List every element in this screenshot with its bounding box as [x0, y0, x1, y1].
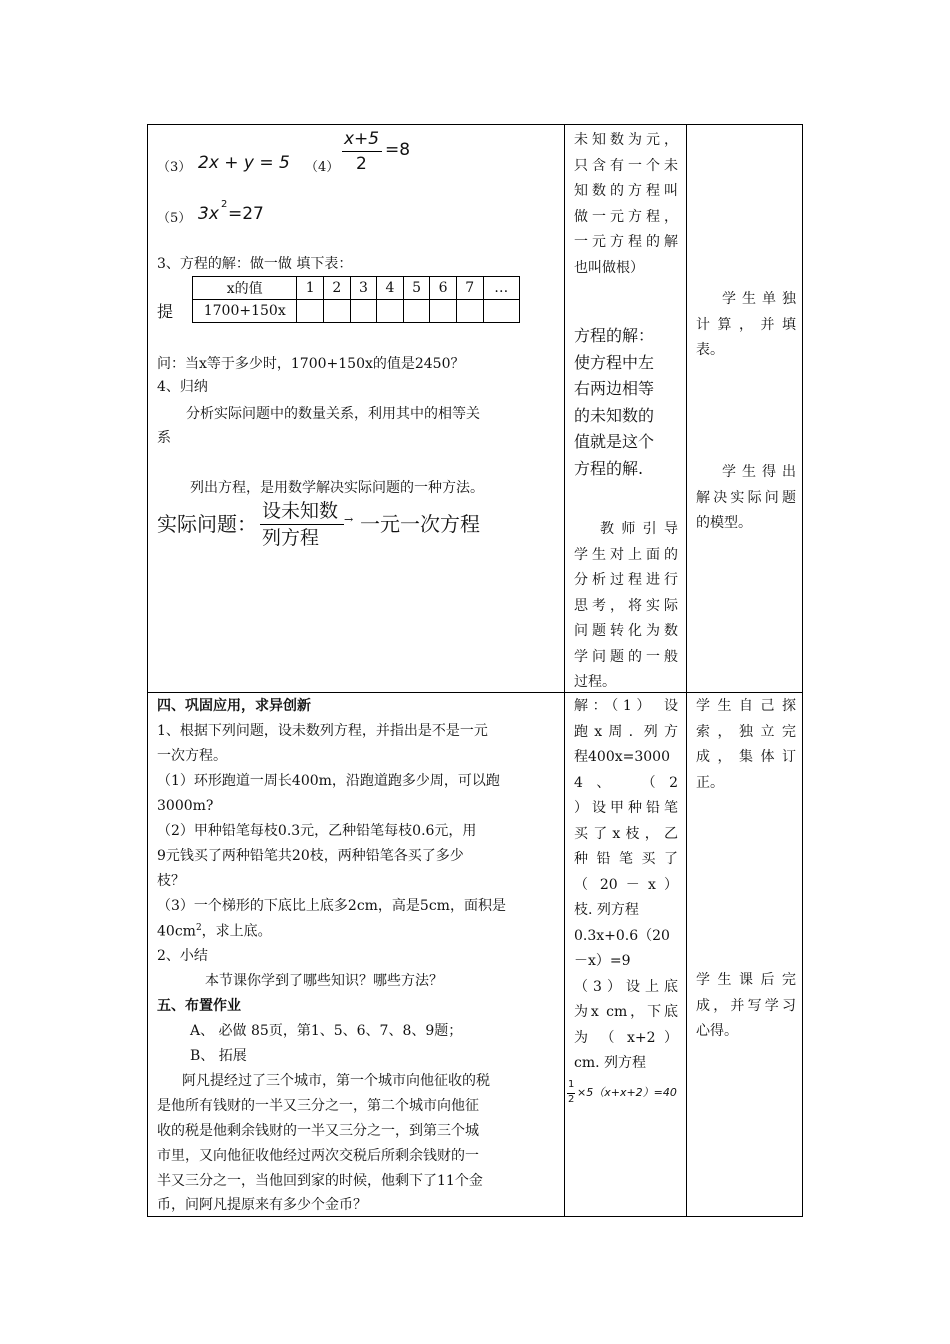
story-line-5: 半又三分之一，当他回到家的时候，他剩下了11个金 — [157, 1173, 483, 1189]
student-calc-line: 计算，并填 — [696, 316, 796, 333]
q1-3-line-b — [157, 923, 272, 940]
table-col-divider-1 — [564, 124, 565, 1217]
section4-title: 四、巩固应用，求异创新 — [157, 698, 311, 714]
definition-line: 一元方程的解 — [574, 234, 678, 250]
story-line-3: 收的税是他剩余钱财的一半又三分之一，到第三个城 — [157, 1123, 479, 1139]
story-line-1: 阿凡提经过了三个城市，第一个城市向他征收的税 — [182, 1073, 490, 1089]
table-row-divider — [147, 692, 803, 693]
eq5: 3x — [198, 204, 219, 224]
ti-character: 提 — [157, 302, 174, 321]
value-table-header-cell: 4 — [377, 277, 404, 300]
table-right-border — [802, 124, 803, 1217]
value-table-header-cell: 5 — [403, 277, 430, 300]
definition-line: 知数的方程叫 — [574, 183, 678, 199]
self-explore-note — [696, 694, 796, 796]
eq4-numerator: x+5 — [344, 129, 380, 149]
value-table-empty-cell — [483, 300, 520, 323]
q1-2-line-b: 9元钱买了两种铅笔共20枝，两种铅笔各买了多少 — [157, 848, 464, 864]
solution-line: 枝. 列方程 — [574, 902, 639, 918]
value-table-header-cell: x的值 — [193, 277, 297, 300]
solution-def-line: 使方程中左 — [574, 352, 655, 372]
eq3-label: （3） — [157, 160, 192, 175]
question-text: 问：当x等于多少时，1700+150x的值是2450？ — [157, 356, 465, 372]
eq4-rhs: =8 — [385, 140, 411, 160]
teacher-guide-line: 学问题的一般 — [574, 648, 678, 665]
self-explore-line: 正。 — [696, 774, 724, 791]
flow-top-label: 设未知数 — [262, 500, 339, 522]
definition-line: 只含有一个未 — [574, 157, 678, 174]
solution-line: 买了x枝，乙 — [574, 825, 678, 842]
teacher-guide-line: 教师引导 — [600, 521, 678, 537]
solution-def-line: 的未知数的 — [574, 405, 655, 425]
solution-definition — [574, 323, 686, 482]
eq4-label: （4） — [305, 160, 340, 175]
student-model-line: 解决实际问题 — [696, 489, 796, 506]
q1-3-ending: ，求上底。 — [201, 923, 272, 940]
solution-def-line: 方程的解. — [574, 458, 644, 478]
homework-a: A、 必做 85页，第1、5、6、7、8、9题； — [190, 1023, 463, 1039]
table-top-border — [147, 124, 803, 125]
table-col-divider-2 — [686, 124, 687, 1217]
after-class-line: 成，并写学习 — [696, 997, 796, 1014]
method-line: 列出方程，是用数学解决实际问题的一种方法。 — [190, 480, 484, 496]
value-table-header-cell: 3 — [350, 277, 377, 300]
student-calc-note — [696, 287, 796, 364]
teacher-guide-line: 问题转化为数 — [574, 623, 678, 639]
summary-line-1: 分析实际问题中的数量关系，利用其中的相等关 — [186, 406, 480, 422]
student-model-line: 学生得出 — [722, 464, 796, 480]
flow-start: 实际问题： — [157, 512, 257, 536]
trapezoid-eq-denominator: 2 — [568, 1094, 575, 1105]
section5-title: 五、布置作业 — [157, 998, 241, 1014]
story-line-2: 是他所有钱财的一半又三分之一，第二个城市向他征 — [157, 1098, 479, 1114]
story-line-4: 市里，又向他征收他经过两次交税后所剩余钱财的一 — [157, 1148, 479, 1164]
story-line-6: 币，问阿凡提原来有多少个金币？ — [157, 1197, 367, 1213]
item4-heading: 4、归纳 — [157, 379, 208, 395]
area-value: 40cm — [157, 923, 196, 940]
solution-line: 种铅笔买了 — [574, 851, 678, 867]
value-table-empty-cell — [456, 300, 483, 323]
flow-divider-bar — [260, 524, 344, 525]
self-explore-line: 学生自己探 — [696, 698, 796, 714]
self-explore-line: 索，独立完 — [696, 723, 796, 740]
solution-line: 为x cm，下底 — [574, 1004, 678, 1020]
q1-2-line-c: 枝？ — [157, 873, 185, 889]
solution-def-line: 右两边相等 — [574, 379, 655, 398]
value-table-row-label: 1700+150x — [193, 300, 297, 323]
value-table-data-row — [193, 300, 520, 323]
solution-line: cm. 列方程 — [574, 1055, 647, 1071]
value-table — [192, 276, 520, 323]
teacher-guide-line: 思考，将实际 — [574, 597, 678, 614]
definition-line: 未知数为元， — [574, 132, 678, 148]
student-calc-line: 学生单独 — [722, 291, 796, 307]
item2-heading: 2、小结 — [157, 948, 208, 964]
teacher-guide — [574, 517, 678, 696]
value-table-header-cell: 1 — [297, 277, 324, 300]
solution-line: （3）设上底 — [574, 978, 678, 995]
definition-note — [574, 128, 678, 281]
table-left-border — [147, 124, 148, 1217]
solution-line: ）设甲种铅笔 — [574, 800, 678, 816]
value-table-empty-cell — [403, 300, 430, 323]
solution-line: 0.3x+0.6（20 — [574, 927, 670, 944]
solution-line: －x）=9 — [574, 953, 631, 969]
q1-2-line-a: （2）甲种铅笔每枝0.3元，乙种铅笔每枝0.6元，用 — [157, 823, 477, 839]
student-calc-line: 表。 — [696, 342, 724, 358]
solution-line: 4、 （2 — [574, 774, 678, 791]
summary-line-2: 系 — [157, 430, 171, 446]
student-model-note — [696, 460, 796, 537]
value-table-header-row — [193, 277, 520, 300]
value-table-header-cell: … — [483, 277, 520, 300]
value-table-empty-cell — [430, 300, 457, 323]
eq5-rhs: =27 — [228, 204, 264, 224]
table-bottom-border — [147, 1216, 803, 1217]
q1-1-line-a: （1）环形跑道一周长400m，沿跑道跑多少周，可以跑 — [157, 773, 500, 789]
flow-bottom-label: 列方程 — [262, 527, 320, 549]
eq5-label: （5） — [157, 211, 192, 226]
eq4-denominator: 2 — [356, 154, 367, 174]
solution-answers — [574, 694, 678, 1077]
after-class-line: 心得。 — [696, 1023, 738, 1039]
q1-3-line-a: （3）一个梯形的下底比上底多2cm，高是5cm，面积是 — [157, 898, 506, 914]
recap-question: 本节课你学到了哪些知识？哪些方法？ — [205, 973, 443, 989]
solution-line: 解：（1） 设 — [574, 698, 678, 714]
q1-line-a: 1、根据下列问题，设未数列方程，并指出是不是一元 — [157, 723, 488, 739]
value-table-empty-cell — [350, 300, 377, 323]
solution-line: 程400x=3000 — [574, 749, 670, 765]
teacher-guide-line: 学生对上面的 — [574, 546, 678, 563]
value-table-header-cell: 6 — [430, 277, 457, 300]
flow-arrow: → — [344, 513, 354, 526]
value-table-header-cell: 2 — [324, 277, 351, 300]
after-class-line: 学生课后完 — [696, 972, 796, 988]
q1-line-b: 一次方程。 — [157, 748, 227, 764]
solution-def-line: 方程的解： — [574, 326, 655, 345]
item3-heading: 3、方程的解：做一做 填下表： — [157, 256, 353, 272]
homework-b: B、 拓展 — [190, 1048, 247, 1064]
value-table-header-cell: 7 — [456, 277, 483, 300]
teacher-guide-line: 分析过程进行 — [574, 572, 678, 588]
definition-line: 也叫做根） — [574, 259, 644, 276]
solution-line: （ 20 － x ） — [574, 876, 678, 893]
solution-def-line: 值就是这个 — [574, 432, 655, 451]
teacher-guide-line: 过程。 — [574, 674, 616, 690]
eq4-fraction-bar — [342, 151, 382, 152]
self-explore-line: 成，集体订 — [696, 749, 796, 765]
eq5-exponent: 2 — [221, 199, 228, 210]
trapezoid-eq-numerator: 1 — [568, 1079, 575, 1090]
q1-1-line-b: 3000m? — [157, 798, 214, 814]
student-model-line: 的模型。 — [696, 515, 752, 531]
flow-end: 一元一次方程 — [360, 512, 480, 536]
value-table-empty-cell — [377, 300, 404, 323]
eq3: 2x + y = 5 — [198, 153, 290, 173]
definition-line: 做一元方程， — [574, 208, 678, 225]
area-unit-exponent: 2 — [195, 923, 202, 933]
solution-line: 跑x周. 列方 — [574, 723, 678, 740]
value-table-empty-cell — [324, 300, 351, 323]
solution-line: 为 （ x+2 ） — [574, 1029, 678, 1046]
after-class-note — [696, 968, 796, 1045]
trapezoid-eq-body: ×5（x+x+2）=40 — [577, 1086, 677, 1099]
value-table-empty-cell — [297, 300, 324, 323]
